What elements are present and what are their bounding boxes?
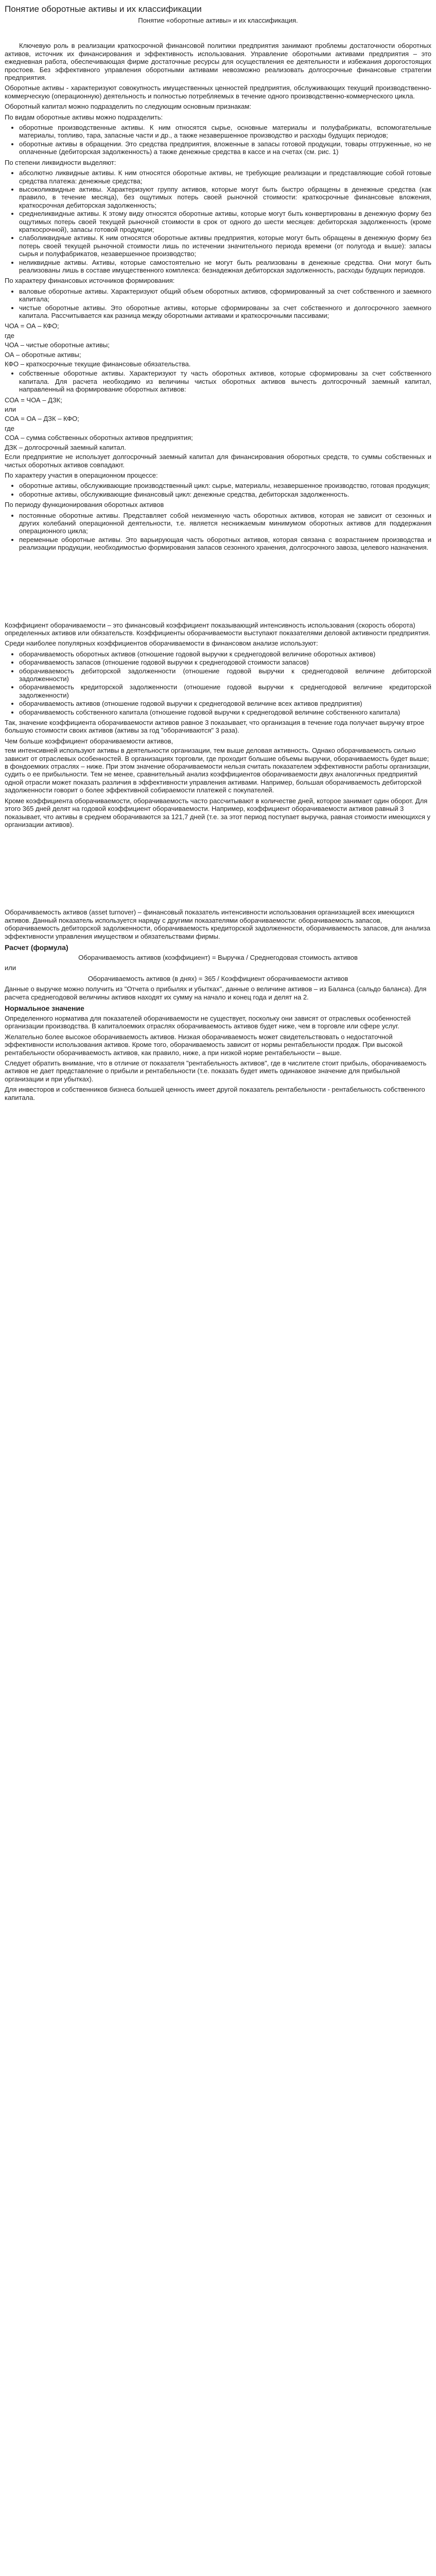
normal-paragraph: Желательно более высокое оборачиваемость активов. Низкая оборачиваемость может свидетельствовать о недостаточной эффективности использования активов. Кроме того, оборачиваемость зависит от нормы рентабельности продаж. При высокой рентабельности оборачиваемость активов, как правило, ниже, а при низкой норме рентабельности – выше. <box>5 1032 403 1057</box>
by-period-list <box>5 512 431 552</box>
list-item: • переменные оборотные активы. Это варьирующая часть оборотных активов, которая связана с возрастанием производства и реализации продукции, необходимостью формирования запасов сезонного хранения, долгосрочного завоза, целевого назначения. <box>19 536 431 552</box>
annual-paragraph: Кроме коэффициента оборачиваемости, оборачиваемость часто рассчитывают в количестве дней, которое занимает один оборот. Для этого 365 дней делят на годовой коэффициент оборачиваемости. Например, коэффициент оборачиваемости активов равный 3 показывает, что активы в среднем оборачиваются за 121,7 дней (т.е. за этот период поступает выручка, равная стоимости имеющихся у организации активов). <box>5 796 430 828</box>
calc-note: Данные о выручке можно получить из "Отчета о прибылях и убытках", данные о величине активов – из Баланса (сальдо баланса). Для расчета среднегодовой величины активов находят их сумму на начало и конец года и делят на 2. <box>5 985 427 1001</box>
subtitle: Понятие «оборотные активы» и их классификация. <box>138 16 298 24</box>
calc-or-label: или <box>5 964 16 972</box>
definition-line: ЧОА – чистые оборотные активы; <box>5 341 110 349</box>
list-item: • оборотные активы, обслуживающие финансовый цикл: денежные средства, дебиторская задолженность. <box>19 490 431 498</box>
popular-intro: Среди наиболее популярных коэффициентов оборачиваемости в финансовом анализе используют: <box>5 639 318 648</box>
definition-line: КФО – краткосрочные текущие финансовые обязательства. <box>5 360 191 368</box>
by-participation-heading: По характеру участия в операционном процессе: <box>5 471 158 479</box>
definition-line: СОА – сумма собственных оборотных активов предприятия; <box>5 434 193 442</box>
normal-paragraph: Определенного норматива для показателей оборачиваемости не существует, поскольку они зависят от отраслевых особенностей организации производства. В капиталоемких отраслях оборачиваемость активов будет ниже, чем в торговле или сфере услуг. <box>5 1014 411 1030</box>
calc-heading: Расчет (формула) <box>5 943 68 952</box>
calc-formula-days: Оборачиваемость активов (в днях) = 365 / Коэффициент оборачиваемости активов <box>88 974 348 982</box>
intro-paragraph: Ключевую роль в реализации краткосрочной финансовой политики предприятия занимают проблемы достаточности оборотных активов, источник их финансирования и эффективность использования. Управление оборотными активами предприятия – это ежедневная работа, обеспечивающая фирме достаточные ресурсы для осуществления ее деятельности и избежания дорогостоящих простоев. Без эффективного управления оборотными активами невозможно реализовать долгосрочные финансовые стратегии предприятия. <box>5 42 431 82</box>
list-item: • валовые оборотные активы. Характеризуют общий объем оборотных активов, сформированный за счет собственного и заемного капитала; <box>19 287 431 303</box>
definition-paragraph: Оборотные активы - характеризуют совокупность имущественных ценностей предприятия, обслуживающих текущий производственно-коммерческую (операционную) деятельность и полностью потребляемых в течение одного производственно-коммерческого цикла. <box>5 84 431 100</box>
asset-turnover-definition: Оборачиваемость активов (asset turnover) – финансовый показатель интенсивности использования организацией всех имеющихся активов. Данный показатель используется наряду с другими показателями оборачиваемости: оборачиваемость запасов, оборачиваемость дебиторской задолженности, оборачиваемость кредиторской задолженности, оборачиваемость запасов, для анализа эффективности управления имуществом и обязательствами фирмы. <box>5 908 431 940</box>
or-label: или <box>5 405 16 414</box>
normal-paragraph: Для инвесторов и собственников бизнеса большей ценность имеет другой показатель рентабельности - рентабельность собственного капитала. <box>5 1086 425 1101</box>
definition-line: ОА – оборотные активы; <box>5 350 81 359</box>
no-loans-paragraph: Если предприятие не использует долгосрочный заемный капитал для финансирования оборотных средств, то суммы собственных и чистых оборотных активов совпадают. <box>5 453 431 469</box>
by-liquidity-list <box>5 169 431 274</box>
list-item: • чистые оборотные активы. Это оборотные активы, которые сформированы за счет собственного и долгосрочного заемного капитала. Рассчитывается как разница между оборотными активами и краткосрочными пассивами; <box>19 304 431 320</box>
list-item: • оборотные производственные активы. К ним относятся сырье, основные материалы и полуфабрикаты, вспомогательные материалы, топливо, тара, запасные части и др., а также незавершенное производство и расходы будущих периодов; <box>19 124 431 140</box>
list-item: • оборачиваемость кредиторской задолженности (отношение годовой выручки к среднегодовой величине кредиторской задолженности) <box>19 683 431 699</box>
normal-paragraph: Следует обратить внимание, что в отличие от показателя "рентабельность активов", где в числителе стоит прибыль, оборачиваемость активов не дает представление о прибыли и рентабельности (т.е. показать будет иметь одинаковое значение для прибыльной организации и при убытках). <box>5 1059 427 1083</box>
popular-ratios-list <box>5 650 431 716</box>
list-item: • высоколиквидные активы. Характеризуют группу активов, которые могут быть быстро обращены в денежные средства (как правило, в течение месяца), без ощутимых потерь своей рыночной стоимости: краткосрочные финансовые вложения, краткосрочная дебиторская задолженность; <box>19 185 431 209</box>
spacer <box>5 831 431 908</box>
list-item: • оборачиваемость активов (отношение годовой выручки к среднегодовой величине всех активов предприятия) <box>19 700 431 707</box>
list-item: • оборачиваемость запасов (отношение годовой выручки к среднегодовой стоимости запасов) <box>19 658 431 666</box>
document <box>0 0 436 1111</box>
list-item: • абсолютно ликвидные активы. К ним относятся оборотные активы, не требующие реализации и представляющие собой готовые средства платежа: денежные средства; <box>19 169 431 185</box>
calc-formula: Оборачиваемость активов (коэффициент) = Выручка / Среднегодовая стоимость активов <box>78 953 358 961</box>
list-item: • постоянные оборотные активы. Представляет собой неизменную часть оборотных активов, которая не зависит от сезонных и других колебаний операционной деятельности, т.е. является неснижаемым минимумом оборотных активов для поддержания операционного цикла; <box>19 512 431 535</box>
where-label: где <box>5 331 14 340</box>
normal-heading: Нормальное значение <box>5 1004 84 1012</box>
where-label: где <box>5 424 14 432</box>
formula-own-assets: СОА = ЧОА – ДЗК; <box>5 396 62 404</box>
turnover-definition: Коэффициент оборачиваемости – это финансовый коэффициент показывающий интенсивность использования (скорость оборота) определенных активов или обязательств. Коэффициенты оборачиваемости выступают показателями деловой активности предприятия. <box>5 621 431 637</box>
formula-own-assets-alt: СОА = ОА – ДЗК – КФО; <box>5 415 79 423</box>
by-type-list <box>5 124 431 156</box>
list-item: • неликвидные активы. Активы, которые самостоятельно не могут быть реализованы в денежные средства. Они могут быть реализованы лишь в составе имущественного комплекса: безнадежная дебиторская задолженность, расходы будущих периодов. <box>19 259 431 275</box>
list-item: • оборачиваемость оборотных активов (отношение годовой выручки к среднегодовой величине оборотных активов) <box>19 650 431 658</box>
by-source-list <box>5 287 431 320</box>
faster-paragraph: тем интенсивней используют активы в деятельности организации, тем выше деловая активность. Однако оборачиваемость сильно зависит от отраслевых особенностей. В организациях торговли, где проходит большие объемы выручки, оборачиваемость будет выше; в фондоемких отраслях – ниже. При этом значение оборачиваемости нельзя считать показателем эффективности работы организации, судить о ее прибыльности. Тем не менее, сравнительный анализ коэффициентов оборачиваемости двух аналогичных предприятий одной отрасли может показать различия в эффективности управления активами. Например, большая оборачиваемость дебиторской задолженности говорит о более эффективной собираемости платежей с покупателей. <box>5 747 430 794</box>
subdivide-paragraph: Оборотный капитал можно подразделить по следующим основным признакам: <box>5 103 251 111</box>
list-item: • среднеликвидные активы. К этому виду относятся оборотные активы, которые могут быть конвертированы в денежную форму без ощутимых потерь своей текущей рыночной стоимости в срок от одного до шести месяцев: дебиторская задолженность (кроме краткосрочной), запасы готовой продукции; <box>19 210 431 233</box>
list-item: • оборачиваемость дебиторской задолженности (отношение годовой выручки к среднегодовой величине дебиторской задолженности) <box>19 667 431 683</box>
list-item: • оборотные активы в обращении. Это средства предприятия, вложенные в запасы готовой продукции, товары отгруженные, но не оплаченные (дебиторская задолженность) а также денежные средства в кассе и на счетах (см. рис. 1) <box>19 140 431 156</box>
by-period-heading: По периоду функционирования оборотных активов <box>5 501 164 509</box>
own-assets-list <box>5 369 431 393</box>
by-liquidity-heading: По степени ликвидности выделяют: <box>5 158 116 166</box>
list-item: • собственные оборотные активы. Характеризуют ту часть оборотных активов, которые сформированы за счет собственного капитала. Для расчета необходимо из величины чистых оборотных активов вычесть долгосрочный заемный капитал, направленный на формирование оборотных активов: <box>19 369 431 393</box>
formula-net-assets: ЧОА = ОА – КФО; <box>5 322 59 330</box>
example-paragraph: Так, значение коэффициента оборачиваемости активов равное 3 показывает, что организация в течение года получает выручку втрое большую стоимости своих активов (активы за год "оборачиваются" 3 раза). <box>5 719 425 735</box>
by-source-heading: По характеру финансовых источников формирования: <box>5 277 175 285</box>
faster-heading: Чем больше коэффициент оборачиваемости активов, <box>5 737 173 745</box>
by-participation-list <box>5 482 431 498</box>
list-item: • оборотные активы, обслуживающие производственный цикл: сырье, материалы, незавершенное производство, готовая продукция; <box>19 482 431 489</box>
page-title: Понятие оборотные активы и их классификации <box>5 4 202 14</box>
list-item: • слаболиквидные активы. К ним относятся оборотные активы предприятия, которые могут быть обращены в денежную форму без потерь своей текущей рыночной стоимости лишь по истечении значительного периода времени (от полугода и выше): запасы сырья и полуфабрикатов, незавершенное производство; <box>19 234 431 258</box>
by-type-heading: По видам оборотные активы можно подразделить: <box>5 113 163 121</box>
spacer <box>5 554 431 621</box>
definition-line: ДЗК – долгосрочный заемный капитал. <box>5 443 126 451</box>
list-item: • оборачиваемость собственного капитала (отношение годовой выручки к среднегодовой величине собственного капитала) <box>19 708 431 716</box>
